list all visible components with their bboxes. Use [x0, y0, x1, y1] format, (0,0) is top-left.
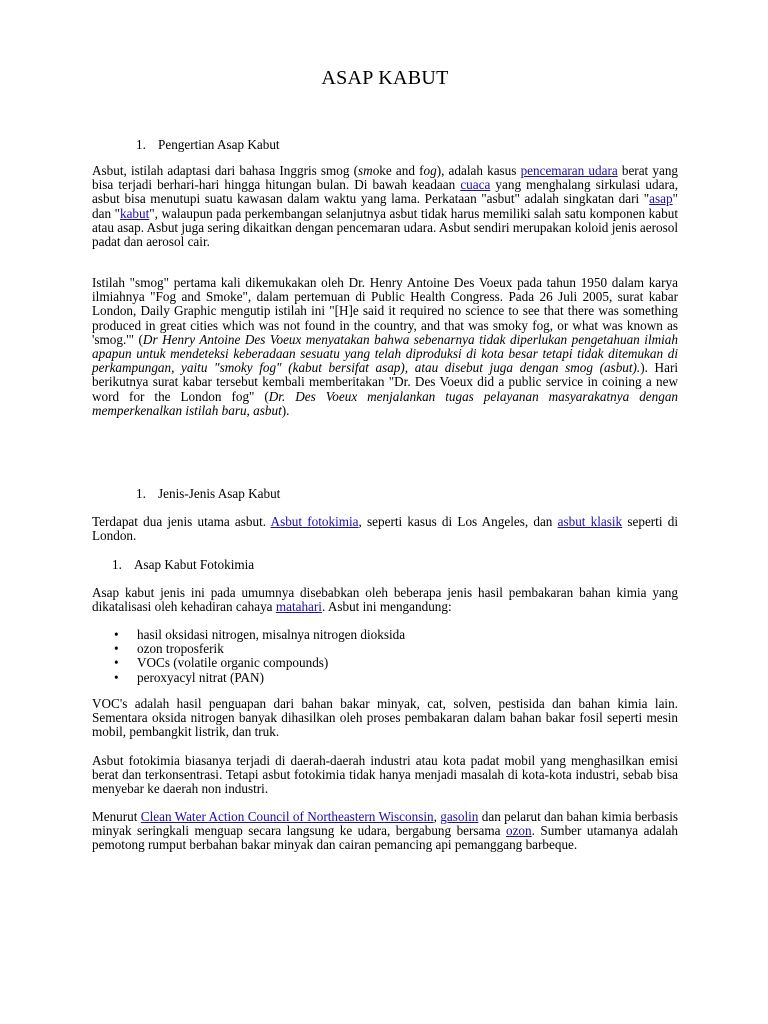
list-item: • peroxyacyl nitrat (PAN)	[92, 671, 405, 685]
paragraph-asbut-definition: Asbut, istilah adaptasi dari bahasa Inggris smog (smoke and fog), adalah kasus pencemaran udara berat yang bisa terjadi berhari-hari hingga hitungan bulan. Di bawah keadaan cuaca yang menghalang sirkulasi udara, asbut bisa menutupi suatu kawasan dalam waktu yang lama. Perkataan "asbut" adalah singkatan dari "asap" dan "kabut", walaupun pada perkembangan selanjutnya asbut tidak harus memiliki salah satu komponen kabut atau asap. Asbut juga sering dikaitkan dengan pencemaran udara. Asbut sendiri merupakan koloid jenis aerosol padat dan aerosol cair.	[92, 163, 679, 250]
paragraph-voc: VOC's adalah hasil penguapan dari bahan bakar minyak, cat, solven, pestisida dan bahan kimia lain. Sementara oksida nitrogen banyak dihasilkan oleh proses pembakaran dalam bahan bakar fosil seperti mesin mobil, pembangkit listrik, dan truk.	[92, 696, 678, 740]
paragraph-smog-history: Istilah "smog" pertama kali dikemukakan oleh Dr. Henry Antoine Des Voeux pada tahun 1950 dalam karya ilmiahnya "Fog and Smoke", dalam pertemuan di Public Health Congress. Pada 26 Juli 2005, surat kabar London, Daily Graphic mengutip istilah ini "[H]e said it required no science to see that there was something produced in great cities which was not found in the country, and that was smoky fog, or what was known as 'smog.'" (Dr Henry Antoine Des Voeux menyatakan bahwa sebenarnya tidak diperlukan pengetahuan ilmiah apapun untuk mendeteksi keberadaan sesuatu yang telah diproduksi di kota besar tetapi tidak ditemukan di perkampungan, yaitu "smoky fog" (kabut bersifat asap), atau disebut juga dengan smog (asbut).). Hari berikutnya surat kabar tersebut kembali memberitakan "Dr. Des Voeux did a public service in coining a new word for the London fog" (Dr. Des Voeux menjalankan tugas pelayanan masyarakatnya dengan memperkenalkan istilah baru, asbut).	[92, 275, 679, 418]
paragraph-jenis-asbut: Terdapat dua jenis utama asbut. Asbut fotokimia, seperti kasus di Los Angeles, dan asbut klasik seperti di London.	[92, 514, 678, 544]
link-matahari[interactable]: matahari	[275, 599, 322, 615]
link-asbut-klasik[interactable]: asbut klasik	[557, 514, 623, 529]
section-heading-jenis: 1. Jenis-Jenis Asap Kabut	[136, 486, 281, 501]
document-title: ASAP KABUT	[321, 67, 449, 89]
link-asap[interactable]: asap	[649, 191, 673, 207]
section-heading-pengertian: 1. Pengertian Asap Kabut	[136, 137, 280, 152]
paragraph-sources: Menurut Clean Water Action Council of Northeastern Wisconsin, gasolin dan pelarut dan bahan kimia berbasis minyak seringkali menguap secara langsung ke udara, bergabung bersama ozon. Sumber utamanya adalah pemotong rumput berbahan bakar minyak dan cairan pemancing api pemanggang barbeque.	[92, 809, 679, 853]
link-kabut[interactable]: kabut	[119, 205, 150, 221]
link-pencemaran-udara[interactable]: pencemaran udara	[520, 163, 618, 178]
paragraph-fotokimia-location: Asbut fotokimia biasanya terjadi di daerah-daerah industri atau kota padat mobil yang menghasilkan emisi berat dan terkonsentrasi. Tetapi asbut fotokimia tidak hanya menjadi masalah di kota-kota industri, sebab bisa menyebar ke daerah non industri.	[92, 753, 678, 797]
section-heading-fotokimia: 1. Asap Kabut Fotokimia	[112, 557, 255, 572]
list-item: • ozon troposferik	[92, 642, 405, 656]
link-clean-water-action-council[interactable]: Clean Water Action Council of Northeastern Wisconsin	[140, 809, 434, 824]
list-item: • VOCs (volatile organic compounds)	[92, 656, 405, 670]
link-ozon[interactable]: ozon	[505, 823, 532, 839]
link-cuaca[interactable]: cuaca	[460, 177, 491, 193]
list-item: • hasil oksidasi nitrogen, misalnya nitrogen dioksida	[92, 628, 405, 642]
paragraph-fotokimia-cause: Asap kabut jenis ini pada umumnya disebabkan oleh beberapa jenis hasil pembakaran bahan kimia yang dikatalisasi oleh kehadiran cahaya matahari. Asbut ini mengandung:	[92, 585, 678, 615]
bullet-list-asbut-components	[92, 628, 405, 685]
link-gasolin[interactable]: gasolin	[440, 809, 479, 824]
link-asbut-fotokimia[interactable]: Asbut fotokimia	[270, 514, 359, 529]
